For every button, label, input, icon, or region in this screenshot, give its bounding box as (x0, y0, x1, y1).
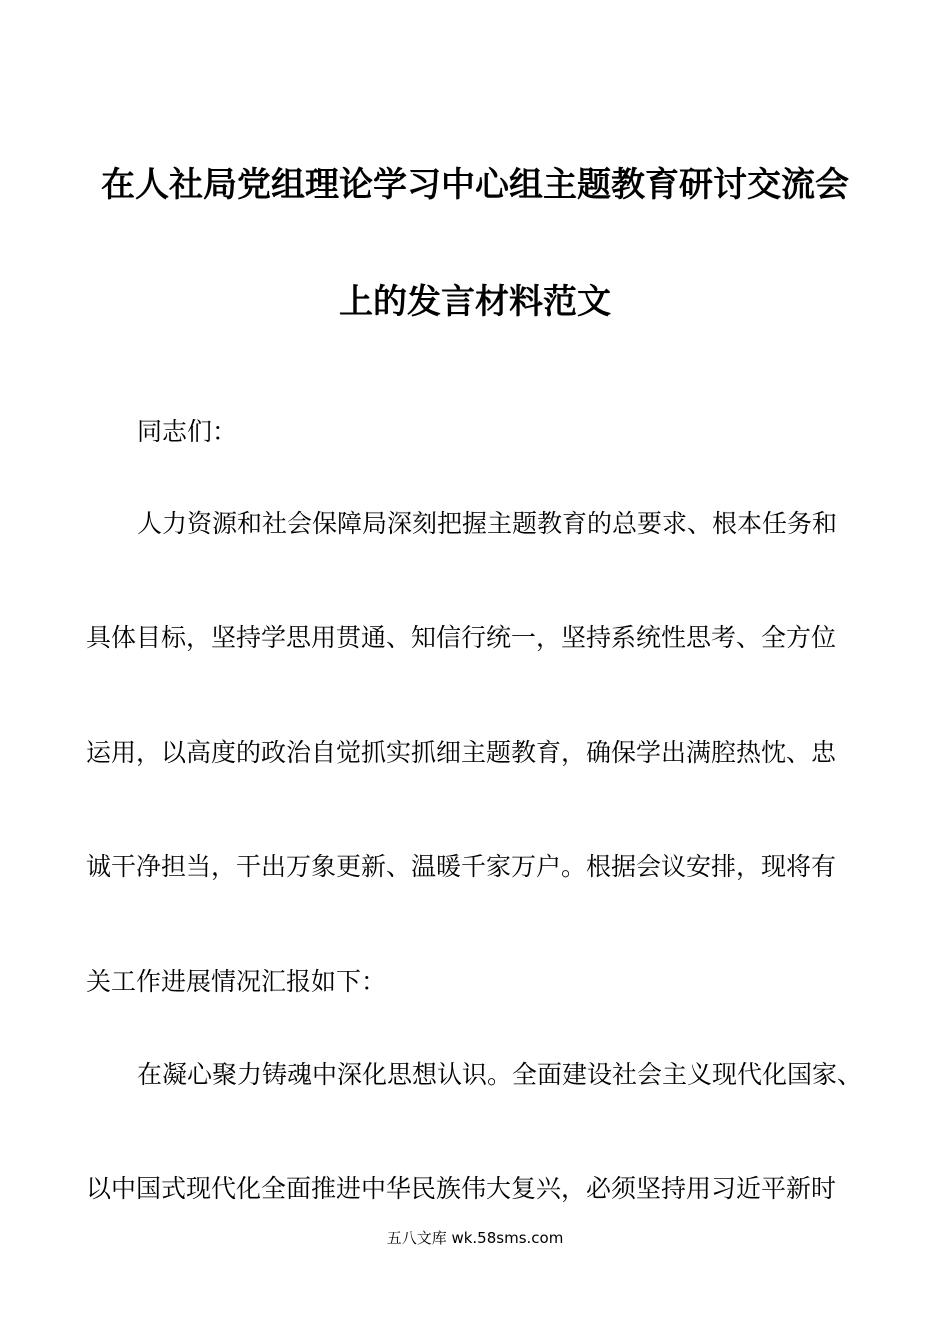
paragraph-2-line-2: 以中国式现代化全面推进中华民族伟大复兴，必须坚持用习近平新时 (86, 1174, 837, 1203)
document-title-line-2: 上的发言材料范文 (339, 282, 611, 322)
paragraph-1-line-5: 关工作进展情况汇报如下： (86, 967, 387, 996)
paragraph-1-line-1: 人力资源和社会保障局深刻把握主题教育的总要求、根本任务和 (137, 509, 838, 538)
paragraph-1-line-3: 运用，以高度的政治自觉抓实抓细主题教育，确保学出满腔热忱、忠 (86, 738, 837, 767)
salutation: 同志们： (137, 417, 238, 446)
paragraph-1-line-2: 具体目标，坚持学思用贯通、知信行统一，坚持系统性思考、全方位 (86, 623, 837, 652)
footer-watermark: 五八文库 wk.58sms.com (386, 1229, 564, 1247)
document-title-line-1: 在人社局党组理论学习中心组主题教育研讨交流会 (101, 165, 849, 205)
paragraph-1-line-4: 诚干净担当，干出万象更新、温暖千家万户。根据会议安排，现将有 (86, 852, 837, 881)
paragraph-2-line-1: 在凝心聚力铸魂中深化思想认识。全面建设社会主义现代化国家、 (137, 1060, 863, 1089)
